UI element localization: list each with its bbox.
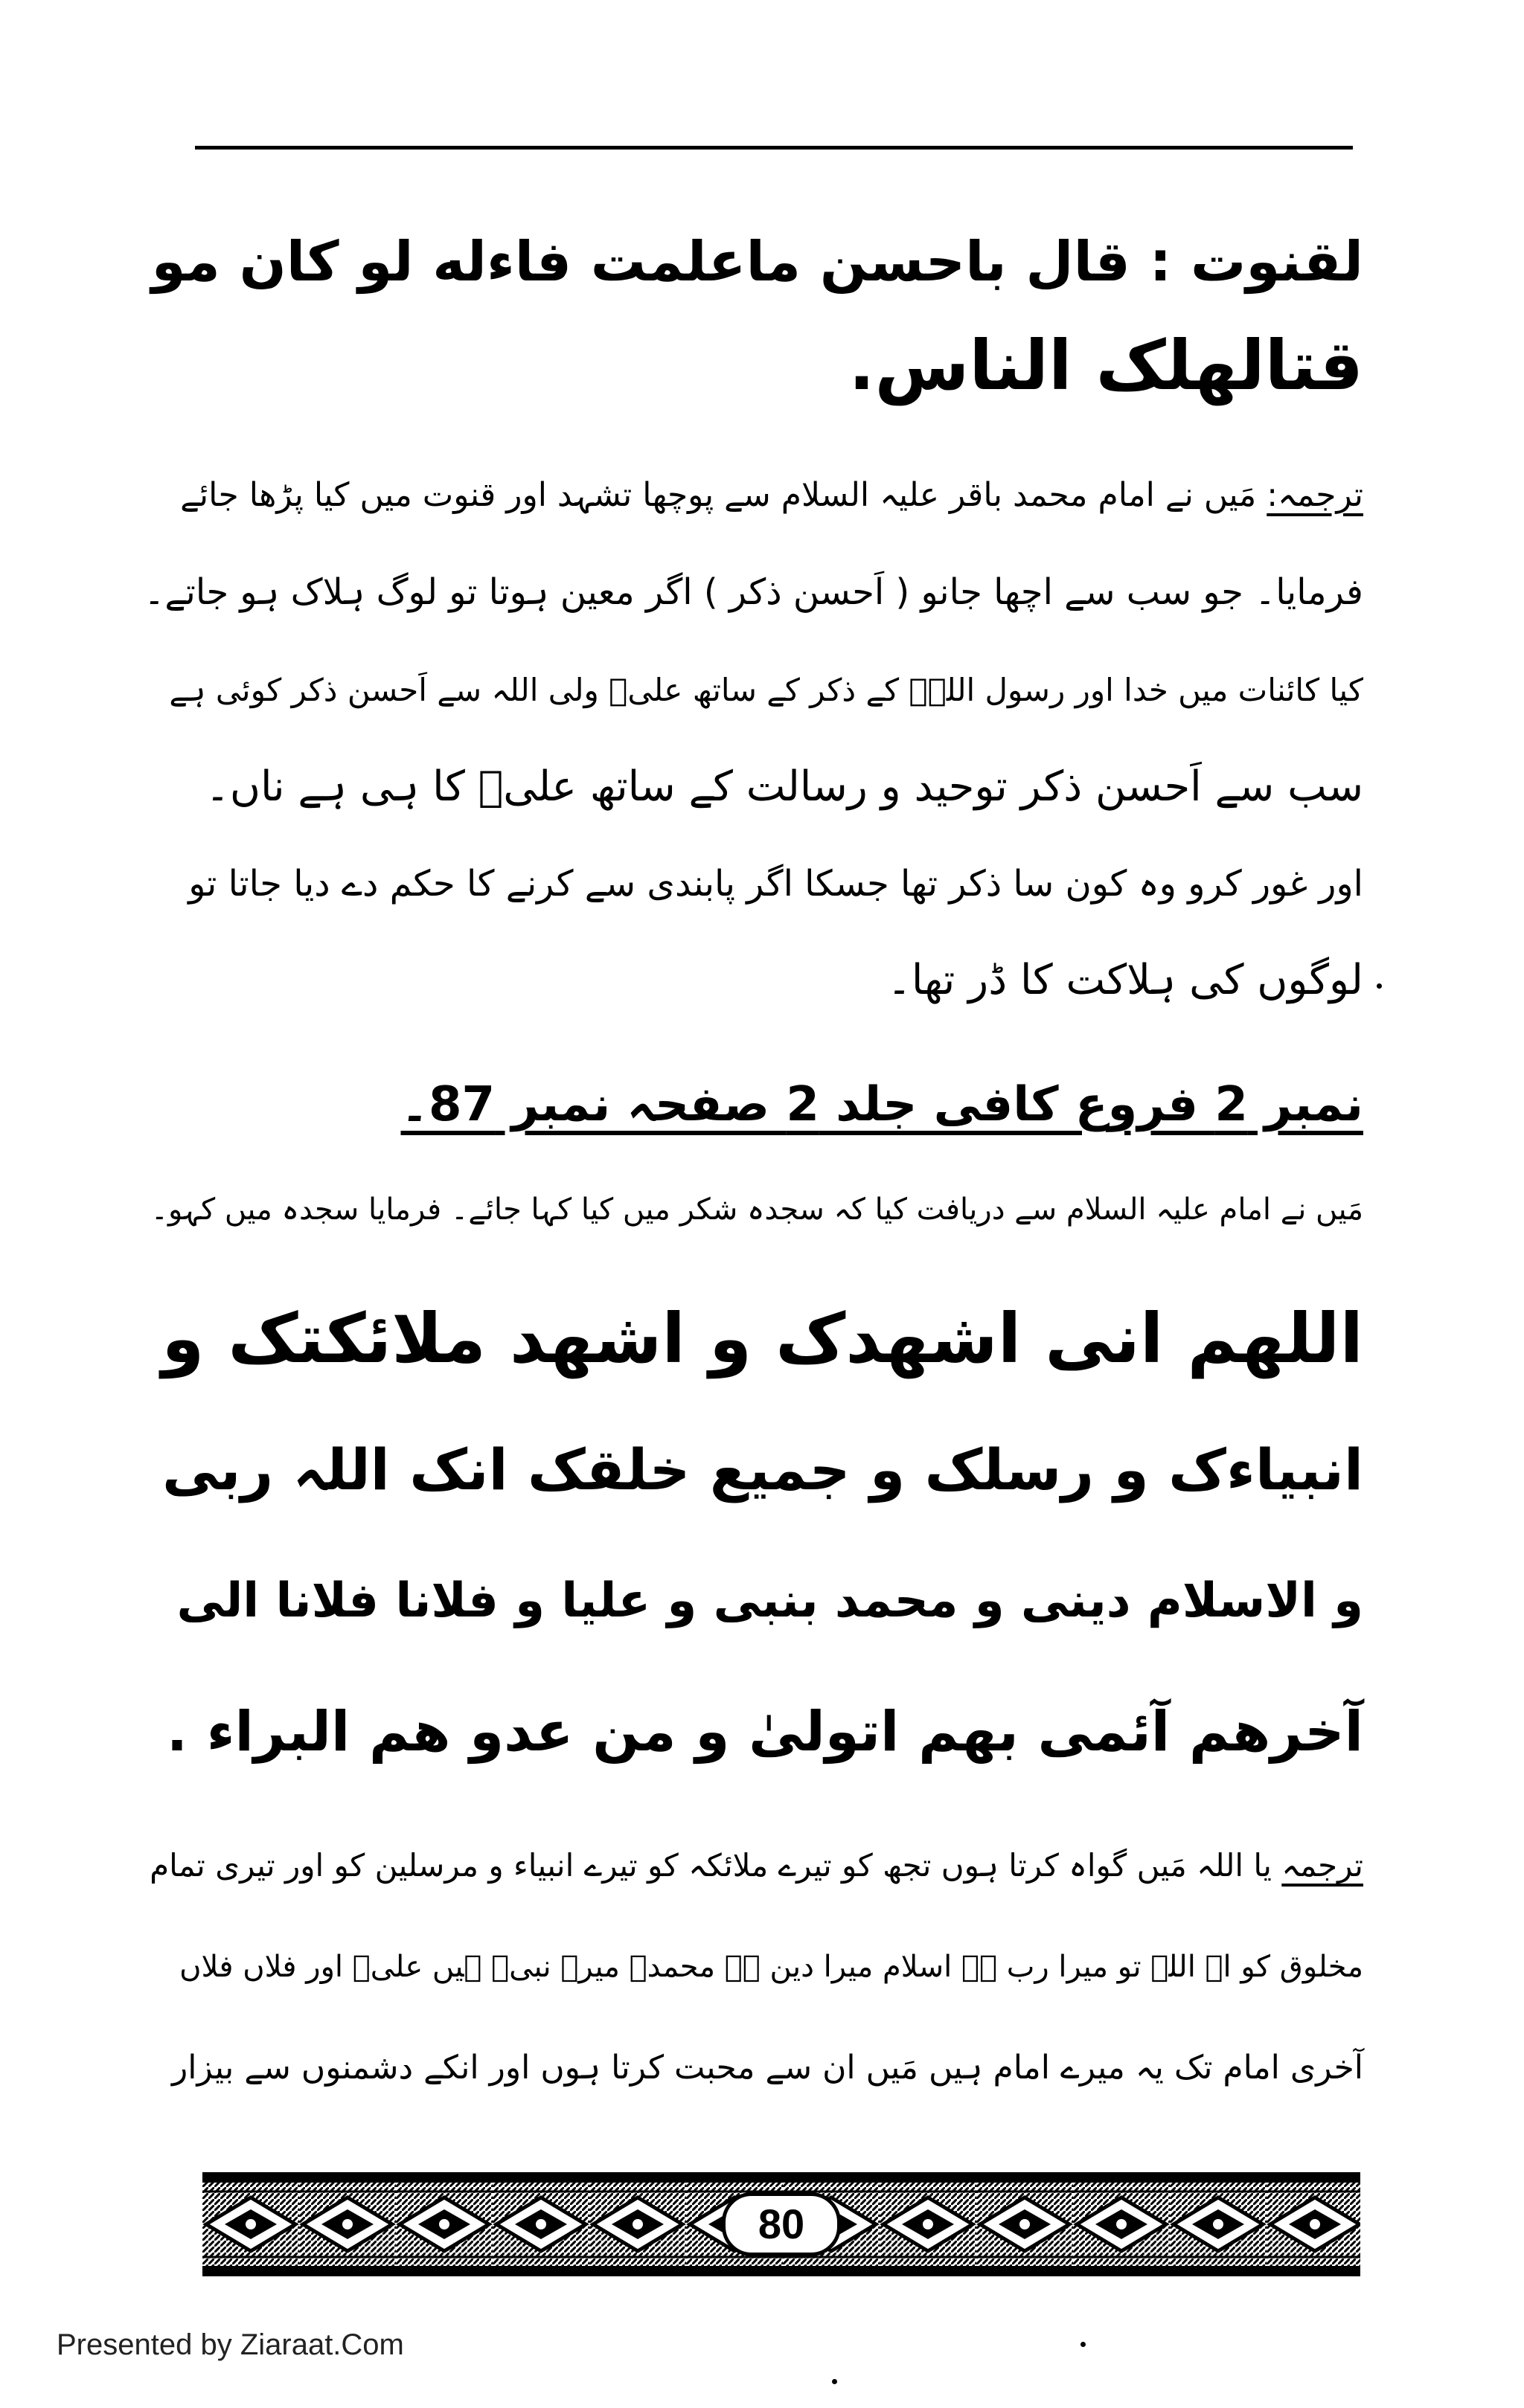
arabic-line-13: و الاسلام دینی و محمد بنبی و علیا و فلانا فلانا الی [176, 1573, 1363, 1628]
decorative-footer-band [202, 2172, 1360, 2276]
page-number: 80 [722, 2192, 841, 2256]
translation-text: مَیں نے امام محمد باقر علیہ السلام سے پوچھا تشہد اور قنوت میں کیا پڑھا جائے [180, 476, 1257, 514]
urdu-line-10: مَیں نے امام علیہ السلام سے دریافت کیا کہ سجدہ شکر میں کیا کہا جائے۔ فرمایا سجدہ میں کہو۔ [150, 1192, 1363, 1227]
translation-label-2: ترجمہ [1281, 1847, 1363, 1884]
scan-speck [1080, 2342, 1086, 2347]
arabic-line-11: اللھم انی اشھدک و اشھد ملائکتک و [161, 1299, 1363, 1378]
urdu-line-7: اور غور کرو وہ کون سا ذکر تھا جسکا اگر پابندی سے کرنے کا حکم دے دیا جاتا تو [188, 863, 1363, 905]
arabic-line-1: لقنوت : قال باحسن ماعلمت فاءله لو كان مو [151, 230, 1363, 294]
urdu-line-8: لوگوں کی ہلاکت کا ڈر تھا۔ [887, 956, 1363, 1004]
translation-label: ترجمہ: [1267, 476, 1363, 514]
presented-by-credit: Presented by Ziaraat.Com [57, 2328, 404, 2361]
arabic-line-14: آخرھم آئمی بھم اتولیٰ و من عدو ھم البراء . [166, 1700, 1363, 1764]
urdu-line-17: آخری امام تک یہ میرے امام ہیں مَیں ان سے محبت کرتا ہوں اور انکے دشمنوں سے بیزار [172, 2049, 1363, 2087]
arabic-line-2: قتالهلک الناس. [848, 326, 1363, 405]
urdu-line-4: فرمایا۔ جو سب سے اچھا جانو ( اَحسن ذکر ) اگر معین ہوتا تو لوگ ہلاک ہو جاتے۔ [144, 571, 1363, 613]
urdu-line-5: کیا کائنات میں خدا اور رسول اللہؐ کے ذکر کے ساتھ علیؑ ولی اللہ سے اَحسن ذکر کوئی ہے [169, 672, 1363, 708]
translation-line-1 [180, 466, 1363, 525]
top-rule [195, 146, 1353, 150]
translation-line-2 [150, 1836, 1363, 1895]
arabic-line-12: انبیاءک و رسلک و جمیع خلقک انک اللہ ربی [161, 1436, 1363, 1503]
urdu-line-16: مخلوق کو اے اللہ تو میرا رب ہے اسلام میرا دین ہے محمدؐ میرے نبیؐ ہیں علیؑ اور فلاں فلاں [179, 1950, 1363, 1984]
reference-heading: نمبر 2 فروع کافی جلد 2 صفحہ نمبر 87۔ [400, 1077, 1363, 1132]
urdu-line-6: سب سے اَحسن ذکر توحید و رسالت کے ساتھ علیؑ کا ہی ہے ناں۔ [205, 762, 1363, 811]
translation-text-2: یا اللہ مَیں گواہ کرتا ہوں تجھ کو تیرے ملائکہ کو تیرے انبیاء و مرسلین کو اور تیری تمام [150, 1847, 1272, 1884]
scan-speck [1377, 983, 1382, 989]
scan-speck [832, 2379, 837, 2384]
